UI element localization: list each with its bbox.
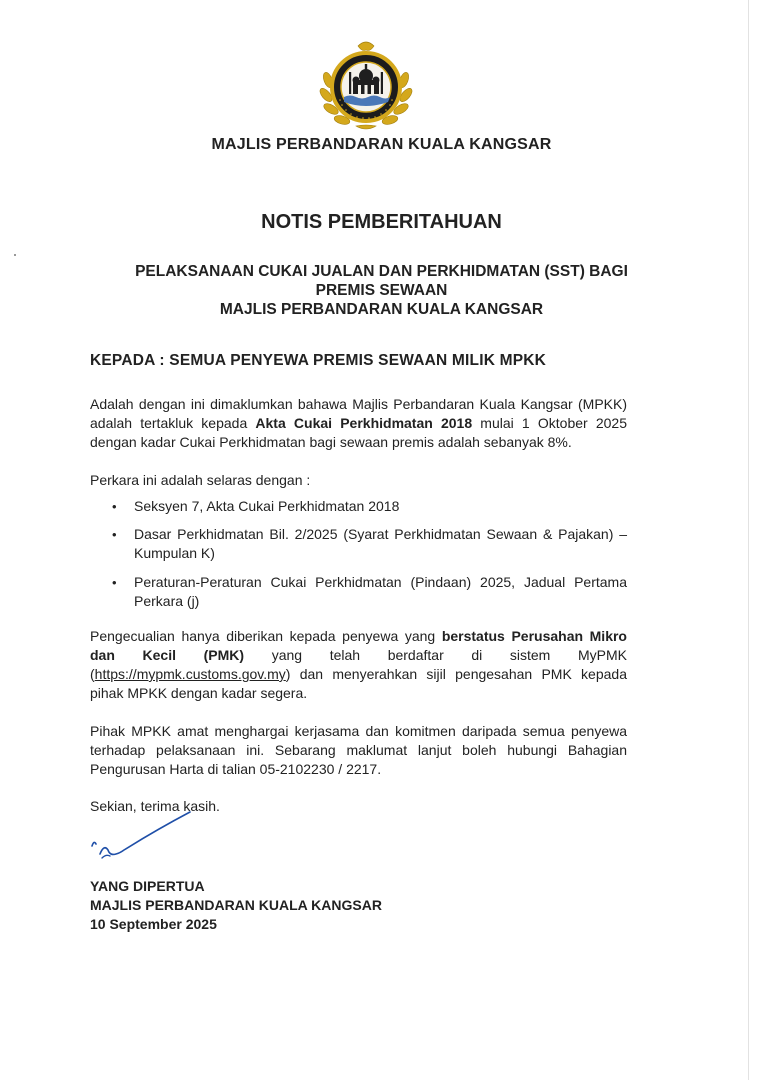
- exemption-status: berstatus Perusahan Mikro dan Kecil (PMK): [90, 628, 627, 663]
- exemption-text-1: Pengecualian hanya diberikan kepada penyewa yang: [90, 628, 442, 644]
- subject-line-3: MAJLIS PERBANDARAN KUALA KANGSAR: [219, 301, 544, 318]
- subject-line-2: PREMIS SEWAAN: [315, 282, 448, 299]
- signatory-position: YANG DIPERTUA: [90, 878, 205, 894]
- list-item-text: Seksyen 7, Akta Cukai Perkhidmatan 2018: [134, 498, 400, 514]
- page-edge-line: [748, 0, 749, 1080]
- mypmk-link[interactable]: https://mypmk.customs.gov.my: [94, 666, 286, 682]
- bullet-icon: •: [112, 527, 117, 542]
- intro-act-name: Akta Cukai Perkhidmatan 2018: [255, 415, 473, 431]
- municipal-crest-icon: [318, 40, 414, 132]
- notice-title: NOTIS PEMBERITAHUAN: [261, 211, 502, 233]
- signatory-block: [90, 877, 382, 934]
- org-name: MAJLIS PERBANDARAN KUALA KANGSAR: [211, 136, 552, 153]
- intro-text-2: mulai 1 Oktober 2025 dengan kadar Cukai Perkhidmatan bagi sewaan premis adalah sebanyak 8%.: [90, 415, 627, 450]
- subject-line-1: PELAKSANAAN CUKAI JUALAN DAN PERKHIDMATAN (SST) BAGI: [135, 263, 628, 280]
- list-item: [112, 573, 627, 611]
- notice-subject: [80, 262, 683, 319]
- signatory-org: MAJLIS PERBANDARAN KUALA KANGSAR: [90, 897, 382, 913]
- bullet-icon: •: [112, 575, 117, 590]
- intro-text-1: Adalah dengan ini dimaklumkan bahawa Majlis Perbandaran Kuala Kangsar (MPKK) adalah tertakluk kepada: [90, 396, 627, 431]
- recipient-line: KEPADA : SEMUA PENYEWA PREMIS SEWAAN MILIK MPKK: [90, 352, 547, 369]
- exemption-text-2: yang telah berdaftar di sistem MyPMK (: [90, 647, 627, 682]
- list-item-text: Dasar Perkhidmatan Bil. 2/2025 (Syarat Perkhidmatan Sewaan & Pajakan) – Kumpulan K): [134, 526, 627, 561]
- closing-line: Sekian, terima kasih.: [90, 798, 220, 814]
- list-item-text: Peraturan-Peraturan Cukai Perkhidmatan (Pindaan) 2025, Jadual Pertama Perkara (j): [134, 574, 627, 609]
- paragraph-intro: [90, 395, 627, 452]
- exemption-text-3: ) dan menyerahkan sijil pengesahan PMK kepada pihak MPKK dengan kadar segera.: [90, 666, 627, 701]
- paragraph-contact: Pihak MPKK amat menghargai kerjasama dan komitmen daripada semua penyewa terhadap pelaksanaan ini. Sebarang maklumat lanjut boleh hubungi Bahagian Pengurusan Harta di talian 05-2102230 / 2217.: [90, 723, 627, 777]
- notice-date: 10 September 2025: [90, 916, 217, 932]
- paragraph-compliance: Perkara ini adalah selaras dengan :: [90, 472, 311, 488]
- signature-icon: [86, 810, 226, 870]
- paragraph-exemption: [90, 627, 627, 703]
- list-item: [112, 525, 627, 563]
- bullet-icon: •: [112, 499, 117, 514]
- list-item: [112, 497, 627, 516]
- scan-speck: [14, 254, 16, 256]
